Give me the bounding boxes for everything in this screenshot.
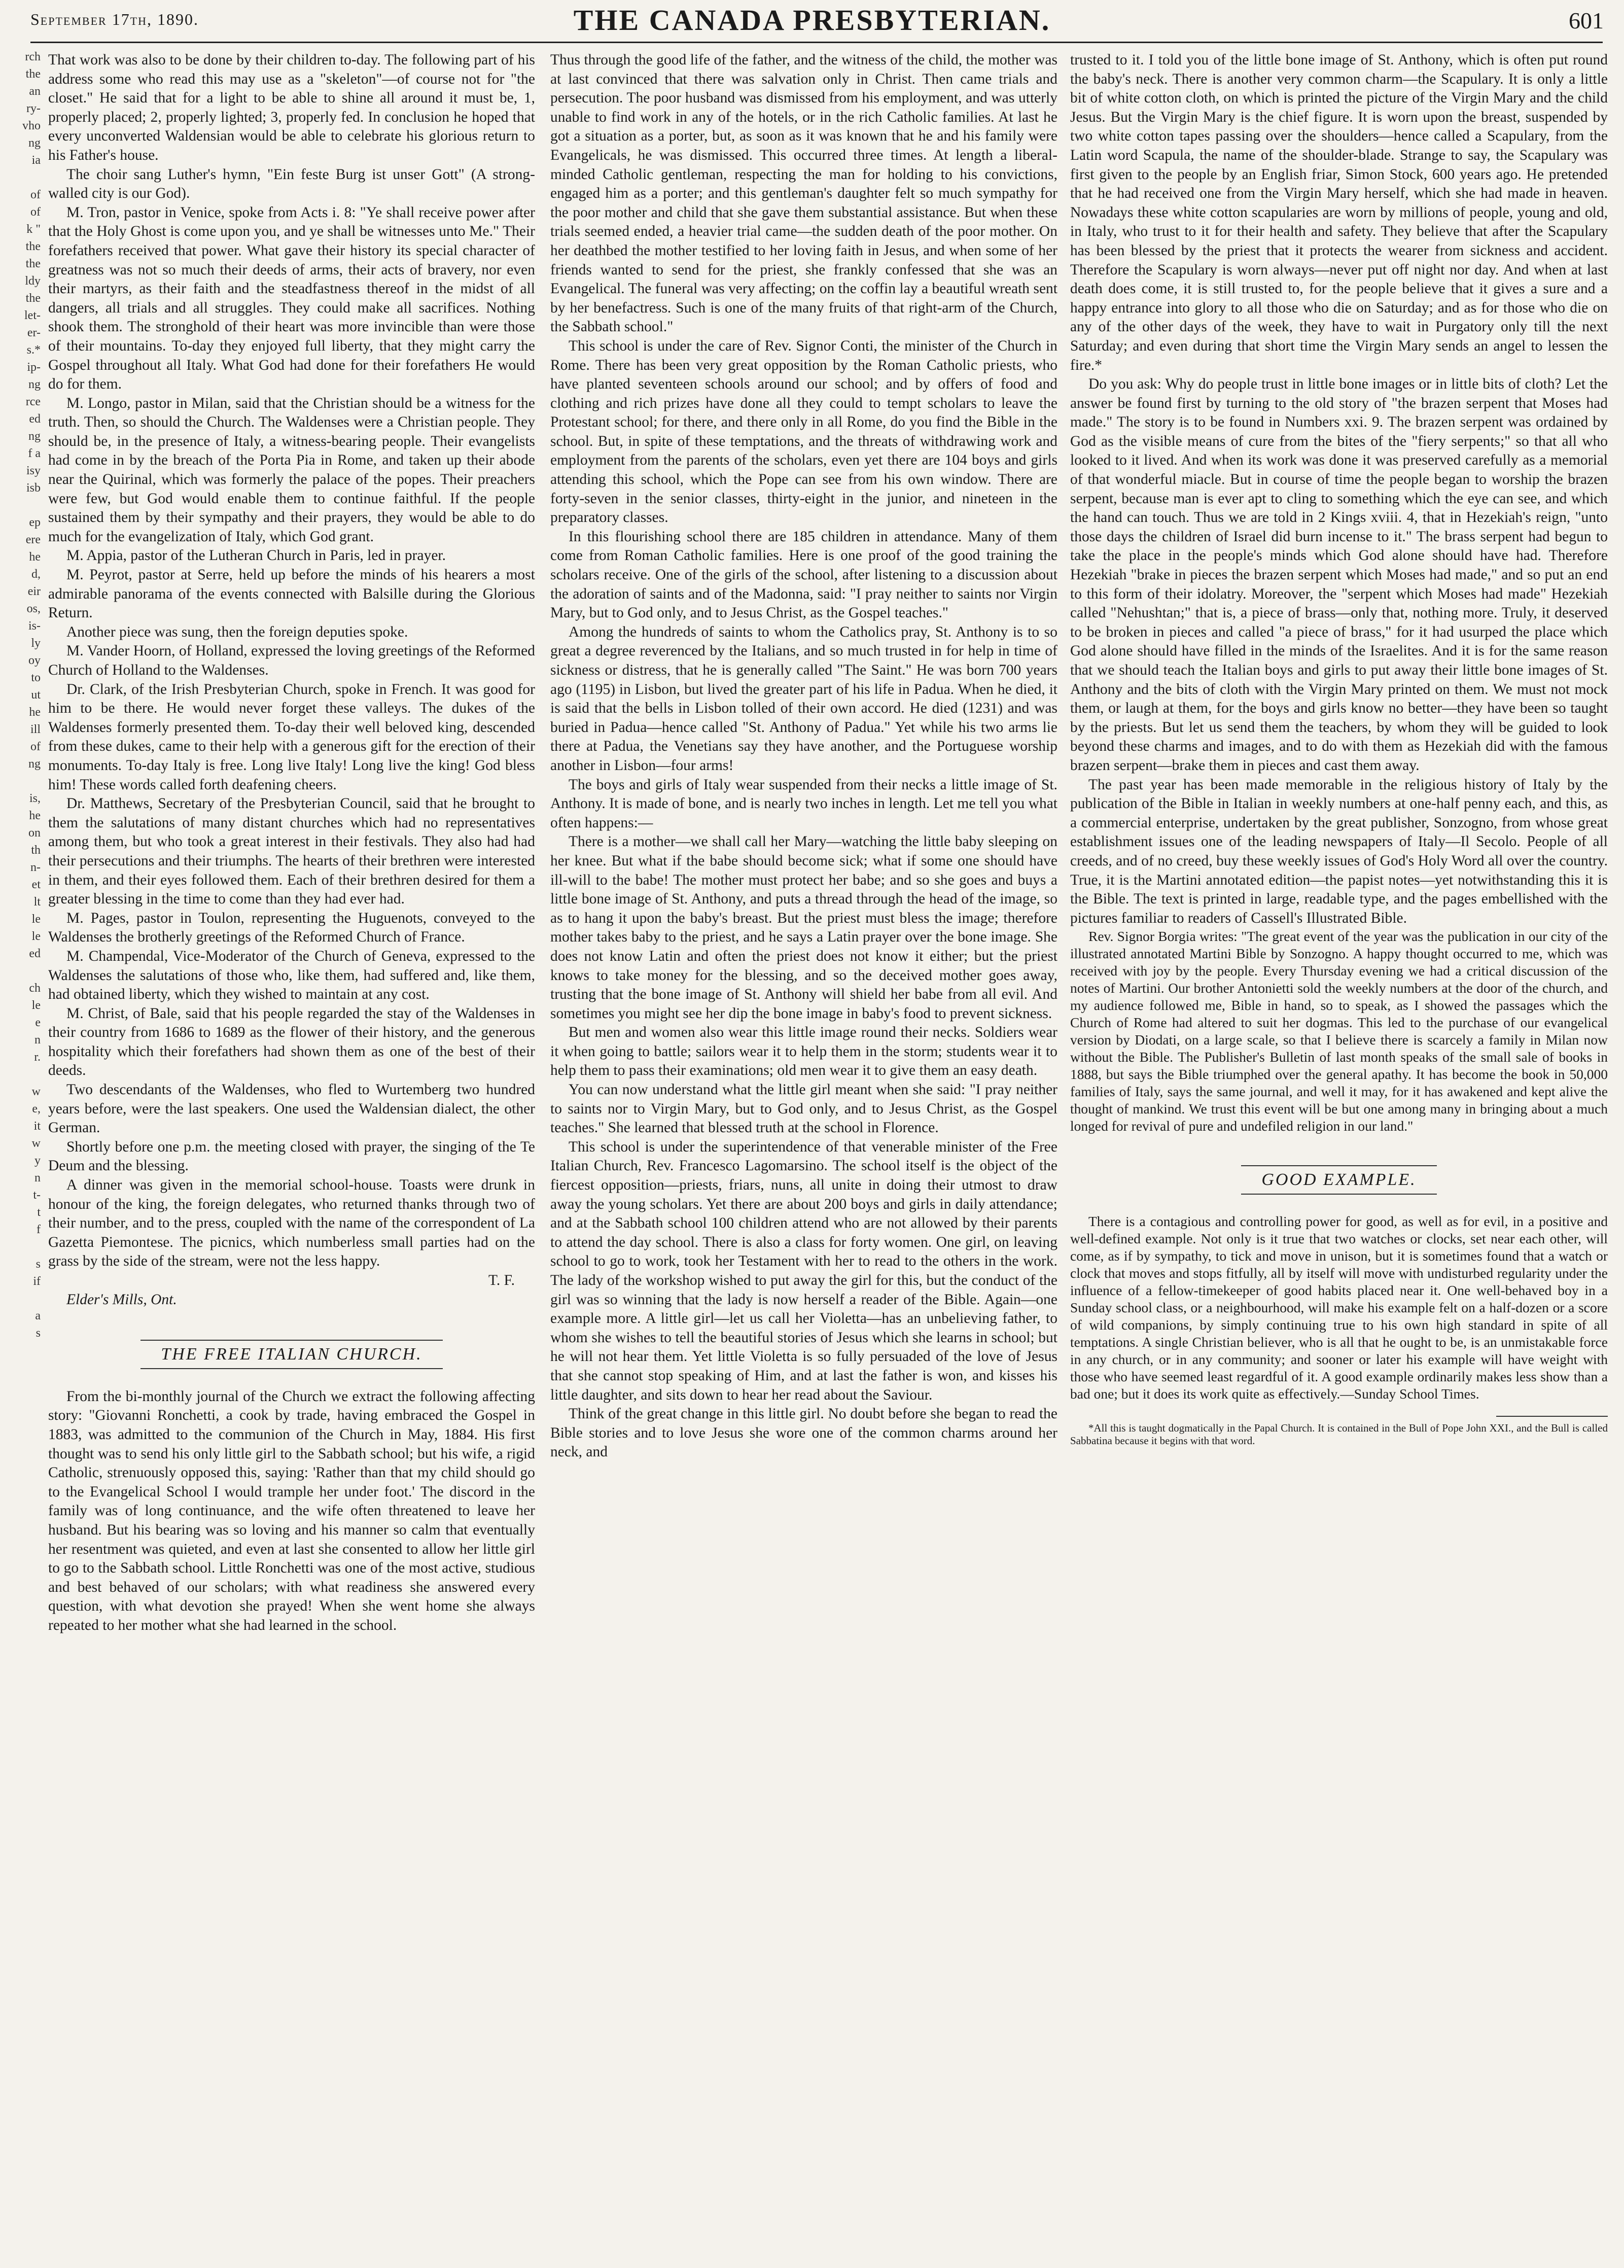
margin-fragment: it (33, 1120, 41, 1133)
margin-fragment (0, 1238, 45, 1255)
margin-fragment: the (25, 240, 41, 253)
margin-fragment: e (35, 1016, 41, 1029)
paragraph: Dr. Clark, of the Irish Presbyterian Church, spoke in French. It was good for him to be there. He would never forget these valleys. The dukes of the Waldenses formerly presented them. To-day their well beloved king, descended from these dukes, came to their help with a generous gift for the erection of their monuments. To-day Italy is free. Long live Italy! Long live the king! God bless him! These words called forth deafening cheers. (48, 681, 535, 793)
section-heading-text: THE FREE ITALIAN CHURCH. (140, 1340, 442, 1369)
margin-fragment: vho (22, 119, 41, 132)
paragraph: M. Champendal, Vice-Moderator of the Church of Geneva, expressed to the Waldenses the salutations of those who, like them, had suffered and, like them, had obtained liberty, which they wished to maintain at any cost. (48, 948, 535, 1003)
paragraph: trusted to it. I told you of the little bone image of St. Anthony, which is often put round the baby's neck. There is another very common charm—the Scapulary. It is only a little bit of white cotton cloth, on which is printed the picture of the Virgin Mary and the child Jesus. But the Virgin Mary is the chief figure. It is worn upon the breast, suspended by two white cotton tapes passing over the shoulders—hence called a Scapulary, from the Latin word Scapula, the name of the shoulder-blade. Strange to say, the Scapulary was first given to the people by an English friar, Simon Stock, 600 years ago. He pretended that he had received one from the Virgin Mary herself, which she had made in heaven. Nowadays these white cotton scapularies are worn by millions of people, young and old, in Italy, who trust to it for their health and safety. They believe that after the Scapulary has been blessed by the priest that it protects the wearer from sickness and accident. Therefore the Scapulary is worn always—never put off night nor day. And when at last death does come, it is still trusted to, for the people believe that it gives a sure and a happy entrance into glory to all those who die on Saturday; and as for those who die on any of the other days of the week, they have to wait in Purgatory only till the next Saturday; and even during that short time the Virgin Mary sends an angel to lessen the fire.* (1070, 52, 1608, 373)
margin-fragment: rch (25, 50, 41, 63)
margin-fragment: s (36, 1327, 41, 1340)
margin-fragment: ng (28, 378, 41, 391)
margin-fragment: s (36, 1258, 41, 1271)
margin-fragment (0, 169, 45, 186)
margin-fragment: ere (25, 533, 41, 546)
margin-fragment: is- (28, 619, 41, 633)
paragraph: That work was also to be done by their children to-day. The following part of his address some who read this may use as a "skeleton"—of course not for "the closet." He said that for a light to be able to shine all around it must be, 1, properly placed; 2, properly lighted; 3, properly fed. In conclusion he hoped that every unconverted Waldensian would be able to celebrate his glorious return to his Father's house. (48, 52, 535, 163)
margin-fragment: le (31, 999, 41, 1012)
margin-fragment: le (31, 913, 41, 926)
left-margin-fragments (0, 48, 45, 1428)
margin-fragment: f (37, 1223, 41, 1236)
margin-fragment: n (34, 1033, 41, 1046)
dateline-place: Elder's Mills, Ont. (66, 1291, 177, 1308)
margin-fragment: k " (26, 223, 41, 236)
margin-fragment: of (30, 740, 41, 753)
paragraph: Do you ask: Why do people trust in little bone images or in little bits of cloth? Let the answer be found first by turning to the old story of "the brazen serpent that Moses had made." The story is to be found in Numbers xxi. 9. The brazen serpent was ordained by God as the visible means of cure from the bites of the "fiery serpents;" so that all who looked to it lived. And when its work was done it was preserved carefully as a memorial of that wonderful miacle. But in course of time the people began to worship the brazen serpent, because man is ever apt to cling to something which the eye can see, and which the hand can touch. Thus we are told in 2 Kings xviii. 4, that in Hezekiah's reign, "unto those days the children of Israel did burn incense to it." The brass serpent had begun to take the place in the people's minds which God alone should have had. Therefore Hezekiah "brake in pieces the brazen serpent which Moses had made," and so put an end to this form of their idolatry. Moreover, the "serpent which Moses had made" Hezekiah called "Nehushtan;" that is, a piece of brass—only that, nothing more. Truly, it deserved to be broken in pieces and called "a piece of brass," for it had usurped the place which God alone should have filled in the minds of the Israelites. And it is for the same reason that we should teach the Italian boys and girls to put away their little bone images of St. Anthony and the bits of cloth with the Virgin Mary printed on them. We must not mock them, or laugh at them, for the boys and girls know no better—they have been so taught by the priests. But let us send them the teachers, by whom they will be guided to look beyond these charms and images, and to do with them as Hezekiah did with the famous brazen serpent—brake them in pieces and cast them away. (1070, 376, 1608, 774)
paragraph: There is a mother—we shall call her Mary—watching the little baby sleeping on her knee. But what if the babe should become sick; what if some one should have ill-will to the babe! The mother must protect her babe; and so she goes and buys a little bone image of St. Anthony, and puts a thread through the head of the image, so as to hang it upon the baby's breast. But the priest must bless the image; therefore mother takes baby to the priest, and he says a Latin prayer over the bone image. She does not know Latin and often the priest does not know it either; but the priest knows to take money for the blessing, and so the deceived mother goes away, trusting that the bone image of St. Anthony will shield her babe from all evil. And sometimes you might see her dip the bone image in baby's food to prevent sickness. (550, 833, 1057, 1022)
author-signature: T. F. (488, 1272, 515, 1288)
header-rule (30, 42, 1603, 43)
paragraph: M. Vander Hoorn, of Holland, expressed the loving greetings of the Reformed Church of Holland to the Waldenses. (48, 643, 535, 678)
margin-fragment: is, (29, 792, 41, 805)
column-2 (550, 51, 1057, 1462)
margin-fragment: isb (26, 481, 41, 495)
margin-fragment: eir (27, 585, 41, 598)
margin-fragment: of (30, 205, 41, 219)
paragraph: Think of the great change in this little girl. No doubt before she began to read the Bible stories and to love Jesus she wore one of the common charms around her neck, and (550, 1406, 1057, 1460)
margin-fragment: he (29, 550, 41, 564)
paragraph: This school is under the care of Rev. Signor Conti, the minister of the Church in Rome. There has been very great opposition by the Roman Catholic priests, who have planted seventeen schools around our school; and by offers of food and clothing and rich prizes have done all they could to tempt scholars to leave the Protestant school; for there, and there only in all Rome, do you find the Bible in the school. But, in spite of these temptations, and the threats of withdrawing work and employment from the parents of the scholars, even yet there are 104 boys and girls attending this school, which the Pope can see from his own window. There are forty-seven in the senior classes, thirty-eight in the junior, and nineteen in the preparatory classes. (550, 337, 1057, 526)
paragraph: You can now understand what the little girl meant when she said: "I pray neither to saints nor to Virgin Mary, but to God only, and to Jesus Christ, as the Gospel teaches." She learned that blessed truth at the school in Florence. (550, 1081, 1057, 1136)
section-heading-text: GOOD EXAMPLE. (1241, 1165, 1436, 1195)
paragraph: The boys and girls of Italy wear suspended from their necks a little image of St. Anthony. It is made of bone, and is nearly two inches in length. Let me tell you what often happens:— (550, 776, 1057, 831)
margin-fragment: os, (26, 602, 41, 615)
margin-fragment: the (25, 67, 41, 81)
margin-fragment: lt (33, 895, 41, 909)
margin-fragment: y (34, 1154, 41, 1167)
margin-fragment: ut (31, 688, 41, 702)
footnote-divider (1496, 1416, 1608, 1417)
margin-fragment: ep (29, 516, 41, 529)
paragraph: In this flourishing school there are 185 children in attendance. Many of them come from Roman Catholic families. Here is one proof of the good training the scholars receive. One of the girls of the school, after listening to a discussion about the adoration of saints and of the Madonna, said: "I pray neither to saints nor Virgin Mary, but to God only, and to Jesus Christ, as the Gospel teaches." (550, 528, 1057, 621)
margin-fragment: n- (30, 861, 41, 874)
margin-fragment (0, 773, 45, 790)
paragraph: The past year has been made memorable in the religious history of Italy by the publication of the Bible in Italian in weekly numbers at one-half penny each, and this, as a commercial enterprise, undertaken by the great publisher, Sonzogno, from whose great establishment issues one of the leading newspapers of Italy—Il Secolo. People of all creeds, and of no creed, buy these weekly issues of God's Holy Word all over the country. True, it is the Martini annotated edition—the papist notes—yet notwithstanding this it is the Bible. The text is printed in large, readable type, and the pages embellished with the pictures familiar to readers of Cassell's Illustrated Bible. (1070, 776, 1608, 926)
paragraph: Among the hundreds of saints to whom the Catholics pray, St. Anthony is to so great a degree reverenced by the Italians, and so much trusted in for help in time of sickness or distress, that he is generally called "The Saint." He was born 700 years ago (1195) in Lisbon, but lived the greater part of his life in Padua. When he died, it is said that the bells in Lisbon tolled of their own accord. He died (1231) and was buried in Padua—hence called "St. Anthony of Padua." Yet while his two arms lie there at Padua, the Venetians say they have another, and the Portuguese worship another in Lisbon—four arms! (550, 623, 1057, 774)
paragraph: There is a contagious and controlling power for good, as well as for evil, in a positive and well-defined example. Not only is it true that two watches or clocks, set near each other, will come, as if by sympathy, to tick and move in unison, but it is sometimes found that a watch or clock that moves and stops fitfully, all by itself will move with undisturbed regularity under the influence of a fellow-timekeeper of good habits placed near it. One well-behaved boy in a Sunday school class, or a neighbourhood, will make his example felt on a half-dozen or a score of wild companions, by simply continuing true to his own high standard in spite of all temptations. A single Christian believer, who is all that he ought to be, is an unmistakable force in any church, or in any community; and sooner or later his example will have weight with those who have seemed least regardful of it. A good example ordinarily makes less show than a bad one; but it does its work quite as effectively.—Sunday School Times. (1070, 1213, 1608, 1402)
margin-fragment: w (31, 1085, 41, 1098)
margin-fragment (0, 962, 45, 980)
margin-fragment: the (25, 292, 41, 305)
margin-fragment: rce (25, 395, 41, 408)
paragraph: Shortly before one p.m. the meeting closed with prayer, the singing of the Te Deum and the blessing. (48, 1138, 535, 1174)
margin-fragment: let- (24, 309, 41, 322)
margin-fragment: ill (30, 723, 41, 736)
paragraph: From the bi-monthly journal of the Church we extract the following affecting story: "Giovanni Ronchetti, a cook by trade, having embraced the Gospel in 1883, was admitted to the communion of the Church in May, 1884. His first thought was to send his only little girl to the Sabbath school; but his wife, a rigid Catholic, strenuously opposed this, saying: 'Rather than that my child should go to the Evangelical School I would trample her under foot.' The discord in the family was of long continuance, and the wife often threatened to leave her husband. But his bearing was so loving and his manner so calm that eventually her resentment was quieted, and even at last she consented to allow her little girl to go to the Sabbath school. Little Ronchetti was one of the most active, studious and best behaved of our scholars; with what readiness she answered every question, with what devotion she prayed! When she went home she always repeated to her mother what she had learned in the school. (48, 1388, 535, 1633)
margin-fragment: an (29, 85, 41, 98)
margin-fragment: f a (28, 447, 41, 460)
margin-fragment: isy (26, 464, 41, 477)
margin-fragment: d, (31, 568, 41, 581)
paragraph: M. Peyrot, pastor at Serre, held up before the minds of his hearers a most admirable panorama of the events connected with Balsille during the Glorious Return. (48, 567, 535, 621)
margin-fragment: a (35, 1309, 41, 1322)
margin-fragment (0, 1066, 45, 1083)
paragraph: M. Tron, pastor in Venice, spoke from Acts i. 8: "Ye shall receive power after that the Holy Ghost is come upon you, and ye shall be witnesses unto Me." Their forefathers received that power. What gave their history its special character of greatness was not so much their deeds of arms, their acts of bravery, nor even their martyrs, as their faith and the steadfastness thereof in the midst of all dangers, all trials and all struggles. They could make all sacrifices. Nothing shook them. The stronghold of their heart was more invincible than were those of their mountains. To-day they enjoyed full liberty, that they might carry the Gospel throughout all Italy. What God had done for their forefathers He would do for them. (48, 204, 535, 393)
margin-fragment: he (29, 809, 41, 822)
margin-fragment: if (33, 1275, 41, 1288)
margin-fragment: to (31, 671, 41, 684)
paragraph: Another piece was sung, then the foreign deputies spoke. (66, 623, 408, 640)
margin-fragment: t (37, 1206, 41, 1219)
paragraph: M. Christ, of Bale, said that his people regarded the stay of the Waldenses in their country from 1686 to 1689 as the flower of their history, and the generous hospitality which their forefathers had shown them as one of the best of their deeds. (48, 1005, 535, 1079)
header-date: September 17th, 1890. (30, 10, 199, 28)
paragraph: The choir sang Luther's hymn, "Ein feste Burg ist unser Gott" (A strong-walled city is our God). (48, 166, 535, 202)
column-1 (48, 51, 535, 1635)
margin-fragment: ch (29, 982, 41, 995)
margin-fragment: ry- (26, 102, 41, 115)
paragraph: M. Appia, pastor of the Lutheran Church in Paris, led in prayer. (66, 547, 446, 564)
margin-fragment: s.* (26, 343, 41, 357)
margin-fragment: ng (28, 136, 41, 150)
paragraph: Rev. Signor Borgia writes: "The great event of the year was the publication in our city of the illustrated annotated Martini Bible by Sonzogno. A happy thought occurred to me, which was received with joy by the people. Every Thursday evening we had a critical discussion of the notes of Martini. Our brother Antonietti sold the weekly numbers at the door of the church, and my audience followed me, Bible in hand, so to speak, as I showed the passages which the Church of Rome had altered to suit her dogmas. This led to the purchase of our evangelical version by Diodati, on a large scale, so that I believe there is scarcely a family in Milan now without the Bible. The Publisher's Bulletin of last month speaks of the small sale of books in 1888, but says the Bible triumphed over the general apathy. It has become the book in 50,000 families of Italy, says the same journal, and well it may, for it has awakened and kept alive the thought of mankind. We trust this event will be but one among many in bringing about a much longed for revival of pure and undefiled religion in our land." (1070, 928, 1608, 1134)
paragraph: This school is under the superintendence of that venerable minister of the Free Italian Church, Rev. Francesco Lagomarsino. The school itself is the object of the fiercest opposition—priests, friars, nuns, all unite in doing their utmost to draw away the young scholars. Yet there are about 200 boys and girls in daily attendance; and at the Sabbath school 100 children attend who are not allowed by their parents to attend the day school. There is also a class for forty women. One girl, on leaving school to go to work, took her Testament with her to read to the others in the work. The lady of the workshop wished to put away the girl for this, but the conduct of the girl was so winning that the lady is now herself a reader of the Bible. Again—one example more. A little girl—let us call her Violetta—has an unbelieving father, to whom she wishes to tell the beautiful stories of Jesus which she learns in school; but he will not hear them. Yet little Violetta is so fully persuaded of the love of Jesus that she cannot stop speaking of Him, and at last the father is won, and kisses his little daughter, and sits down to hear her read about the Saviour. (550, 1138, 1057, 1403)
paragraph: Dr. Matthews, Secretary of the Presbyterian Council, said that he brought to them the salutations of many distant churches which had no representatives among them, but who took a great interest in their festivals. They also had had their persecutions and their triumphs. The hearts of their brethren were interested in them, and their eyes followed them. Each of their brethren desired for them a greater blessing in the time to come than they had ever had. (48, 795, 535, 908)
page-header (0, 0, 1624, 41)
margin-fragment: er- (27, 326, 41, 339)
section-heading (1070, 1165, 1608, 1195)
margin-fragment: ed (29, 947, 41, 960)
margin-fragment: ly (31, 637, 41, 650)
paragraph: A dinner was given in the memorial school-house. Toasts were drunk in honour of the king, the foreign delegates, who returned thanks through two of their number, and to the press, coupled with the name of the correspondent of La Gazetta Piemontese. The picnics, which numberless small parties had on the grass by the side of the stream, were not the less happy. (48, 1177, 535, 1270)
margin-fragment: ng (28, 757, 41, 771)
margin-fragment: he (29, 706, 41, 719)
margin-fragment: t- (33, 1189, 41, 1202)
margin-fragment: r. (34, 1051, 41, 1064)
margin-fragment: ldy (25, 274, 41, 288)
margin-fragment: ed (29, 412, 41, 426)
column-3 (1070, 51, 1608, 1447)
margin-fragment: ip- (27, 361, 41, 374)
margin-fragment: ia (31, 154, 41, 167)
margin-fragment: et (31, 878, 41, 891)
margin-fragment: n (34, 1171, 41, 1184)
footnote: *All this is taught dogmatically in the Papal Church. It is contained in the Bull of Pope John XXI., and the Bull is called Sabbatina because it begins with that word. (1070, 1421, 1608, 1447)
paragraph: Thus through the good life of the father, and the witness of the child, the mother was at last convinced that there was salvation only in Christ. Then came trials and persecution. The poor husband was dismissed from his employment, and was utterly unable to find work in any of the hotels, or in the rich Catholic families. At last he got a situation as a porter, but, as soon as it was known that he and his family were Evangelicals, he was dismissed. This occurred three times. At length a liberal-minded Catholic gentleman, respecting the man for holding to his convictions, engaged him as a porter; and this gentleman's daughter felt so much sympathy for the poor mother and child that she gave them substantial assistance. But when these trials seemed ended, a heavier trial came—the sudden death of the poor mother. On her deathbed the mother testified to her loving faith in Jesus, and when some of her friends wanted to send for the priest, she frankly confessed that she was an Evangelical. The funeral was very affecting; on the coffin lay a beautiful wreath sent by her benefactress. Such is one of the many fruits of that right-arm of the Church, the Sabbath school." (550, 52, 1057, 335)
page-number: 601 (1569, 8, 1604, 33)
paragraph: M. Pages, pastor in Toulon, representing the Huguenots, conveyed to the Waldenses the brotherly greetings of the Reformed Church of France. (48, 910, 535, 946)
margin-fragment: th (31, 844, 41, 857)
paragraph: But men and women also wear this little image round their necks. Soldiers wear it when going to battle; sailors wear it to help them in the storm; students wear it to help them to pass their examinations; old men wear it to give them an easy death. (550, 1024, 1057, 1079)
masthead-title: THE CANADA PRESBYTERIAN. (573, 4, 1051, 37)
margin-fragment: of (30, 188, 41, 201)
paragraph: Two descendants of the Waldenses, who fled to Wurtemberg two hundred years before, were the last speakers. One used the Waldensian dialect, the other German. (48, 1081, 535, 1136)
margin-fragment: the (25, 257, 41, 270)
margin-fragment: ng (28, 430, 41, 443)
margin-fragment: w (31, 1137, 41, 1150)
margin-fragment (0, 1290, 45, 1307)
margin-fragment: oy (28, 654, 41, 667)
margin-fragment: le (31, 930, 41, 943)
margin-fragment (0, 497, 45, 514)
section-heading (48, 1340, 535, 1369)
margin-fragment: on (28, 826, 41, 840)
margin-fragment: e, (32, 1102, 41, 1115)
paragraph: M. Longo, pastor in Milan, said that the Christian should be a witness for the truth. Then, so should the Church. The Waldenses were a Christian people. They should be, in the presence of Italy, a witness-bearing people. Their evangelists had come in by the breach of the Porta Pia in Rome, and taken up their abode near the Quirinal, which was formerly the palace of the popes. Their preachers were few, but God would enable them to continue faithful. If the people sustained them by their sympathy and their prayers, they would be able to do much for the evangelization of Italy, which God grant. (48, 395, 535, 545)
